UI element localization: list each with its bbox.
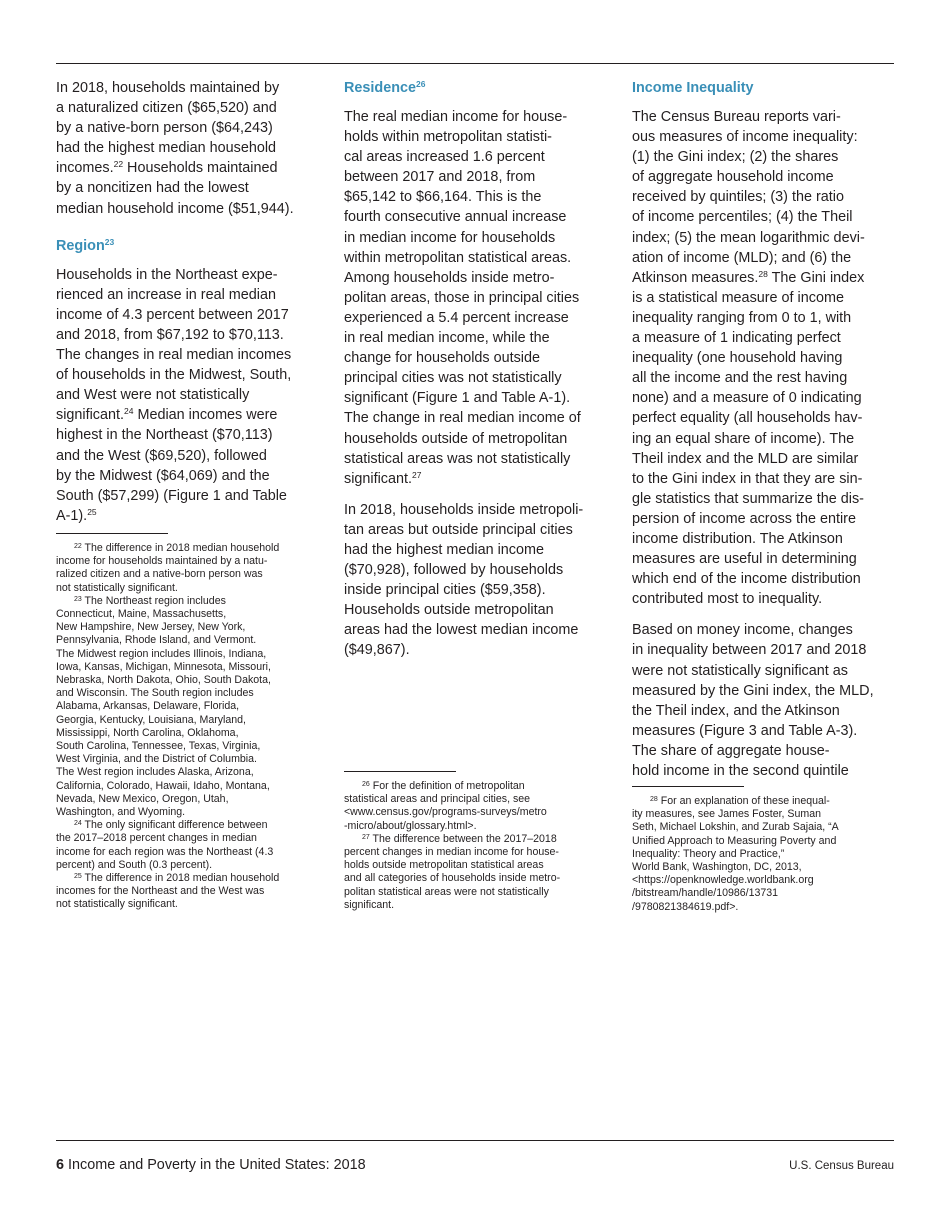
footnote-25: $^{25}$ The difference in 2018 median household incomes for the Northeast and the West was not statistically significant. [56, 872, 280, 911]
footnote-24: $^{24}$ The only significant difference between the 2017–2018 percent changes in median income for each region was the Northeast (4.3 percent) and South (0.3 percent). [56, 819, 274, 871]
footnote-ref-22: 22 [113, 159, 124, 170]
paragraph-residence: The real median income for house- holds within metropolitan statisti- cal areas increased 1.6 percent between 2017 and 2018, from $65,142 to $66,164. This is the fourth consecutive annual increase in median income for households within metropolitan statistical areas. Among households inside metro- politan areas, those in principal cities experienced a 5.4 percent increase in real median income, while the change for households outside principal cities was not statistically significant (Figure 1 and Table A-1). The change in real median income of households outside of metropolitan statistical areas was not statistically significant.$^{27}$ [344, 109, 581, 487]
footnote-26: $^{26}$ For the definition of metropolitan statistical areas and principal cities, see <www.census.gov/programs-surveys/metro -micro/about/glossary.html>. [344, 780, 547, 832]
heading-region: Region$^{23}$ [56, 236, 115, 254]
footnotes-column-1 [56, 533, 318, 912]
bottom-rule [56, 1140, 894, 1141]
column-2 [344, 78, 606, 672]
column-3 [632, 78, 894, 792]
top-rule [56, 63, 894, 64]
footer-title [56, 1157, 366, 1173]
report-title: Income and Poverty in the United States: 2018 [64, 1157, 366, 1173]
footnote-27: $^{27}$ The difference between the 2017–2018 percent changes in median income for house- holds outside metropolitan statistical areas and all categories of households inside metro- politan statistical areas were not statistically significant. [344, 832, 561, 911]
paragraph-region: Households in the Northeast expe- rienced an increase in real median income of 4.3 percent between 2017 and 2018, from $67,192 to $70,113. The changes in real median incomes of households in the Midwest, South, and West were not statistically significant.$^{24}$ Median incomes were highest in the Northeast ($70,113) and the West ($69,520), followed by the Midwest ($64,069) and the South ($57,299) (Figure 1 and Table A-1).$^{25}$ [56, 266, 292, 524]
footnote-ref-28: 28 [758, 268, 768, 279]
footnote-ref-25: 25 [87, 506, 97, 517]
column-1 [56, 78, 318, 537]
footnote-22: $^{22}$ The difference in 2018 median household income for households maintained by a natu- ralized citizen and a native-born person was not statistically significant. [56, 542, 280, 594]
footnote-ref-27: 27 [412, 469, 422, 480]
paragraph-residence-2: In 2018, households inside metropoli- tan areas but outside principal cities had the highest median income ($70,928), followed by households inside principal cities ($59,358). Households outside metropolitan areas had the lowest median income ($49,867). [344, 501, 584, 659]
footnote-rule [344, 771, 456, 772]
paragraph-inequality: The Census Bureau reports vari- ous measures of income inequality: (1) the Gini index; (2) the shares of aggregate household income received by quintiles; (3) the ratio of income percentiles; (4) the Theil index; (5) the mean logarithmic devi- ation of income (MLD); and (6) the Atkinson measures.$^{28}$ The Gini index is a statistical measure of income inequality ranging from 0 to 1, with a measure of 1 indicating perfect inequality (one household having all the income and the rest having none) and a measure of 0 indicating perfect equality (all households hav- ing an equal share of income). The Theil index and the MLD are similar to the Gini index in that they are sin- gle statistics that summarize the dis- persion of income across the entire income distribution. The Atkinson measures are useful in determining which end of the income distribution contributed most to inequality. [632, 109, 865, 608]
footnote-28: $^{28}$ For an explanation of these inequal- ity measures, see James Foster, Suman Seth, Michael Lokshin, and Zurab Sajaia, “A Unified Approach to Measuring Poverty and Inequality: Theory and Practice,” World Bank, Washington, DC, 2013, <https://openknowledge.worldbank.org /bitstream/handle/10986/13731 /9780821384619.pdf>. [632, 795, 839, 913]
page-number: 6 [56, 1157, 65, 1173]
heading-income-inequality: Income Inequality [632, 80, 754, 96]
heading-residence: Residence$^{26}$ [344, 79, 426, 96]
footer-agency: U.S. Census Bureau [789, 1160, 894, 1172]
footnote-ref-24: 24 [124, 406, 134, 417]
footnotes-column-2 [344, 771, 606, 912]
footnotes-column-3 [632, 786, 894, 914]
paragraph-inequality-2: Based on money income, changes in inequality between 2017 and 2018 were not statistically significant as measured by the Gini index, the MLD, the Theil index, and the Atkinson measures (Figure 3 and Table A-3). The share of aggregate house- hold income in the second quintile [632, 622, 874, 779]
footnote-rule [632, 786, 744, 787]
footnote-rule [56, 533, 168, 534]
footnote-23: $^{23}$ The Northeast region includes Connecticut, Maine, Massachusetts, New Hampshire, New Jersey, New York, Pennsylvania, Rhode Island, and Vermont. The Midwest region includes Illinois, Indiana, Iowa, Kansas, Michigan, Minnesota, Missouri, Nebraska, North Dakota, Ohio, South Dakota, and Wisconsin. The South region includes Alabama, Arkansas, Delaware, Florida, Georgia, Kentucky, Louisiana, Maryland, Mississippi, North Carolina, Oklahoma, South Carolina, Tennessee, Texas, Virginia, West Virginia, and the District of Columbia. The West region includes Alaska, Arizona, California, Colorado, Hawaii, Idaho, Montana, Nevada, New Mexico, Oregon, Utah, Washington, and Wyoming. [56, 594, 271, 819]
paragraph-nativity: In 2018, households maintained by a naturalized citizen ($65,520) and by a native-born person ($64,243) had the highest median household incomes.$^{22}$ Households maintained by a noncitizen had the lowest median household income ($51,944). [56, 80, 294, 217]
